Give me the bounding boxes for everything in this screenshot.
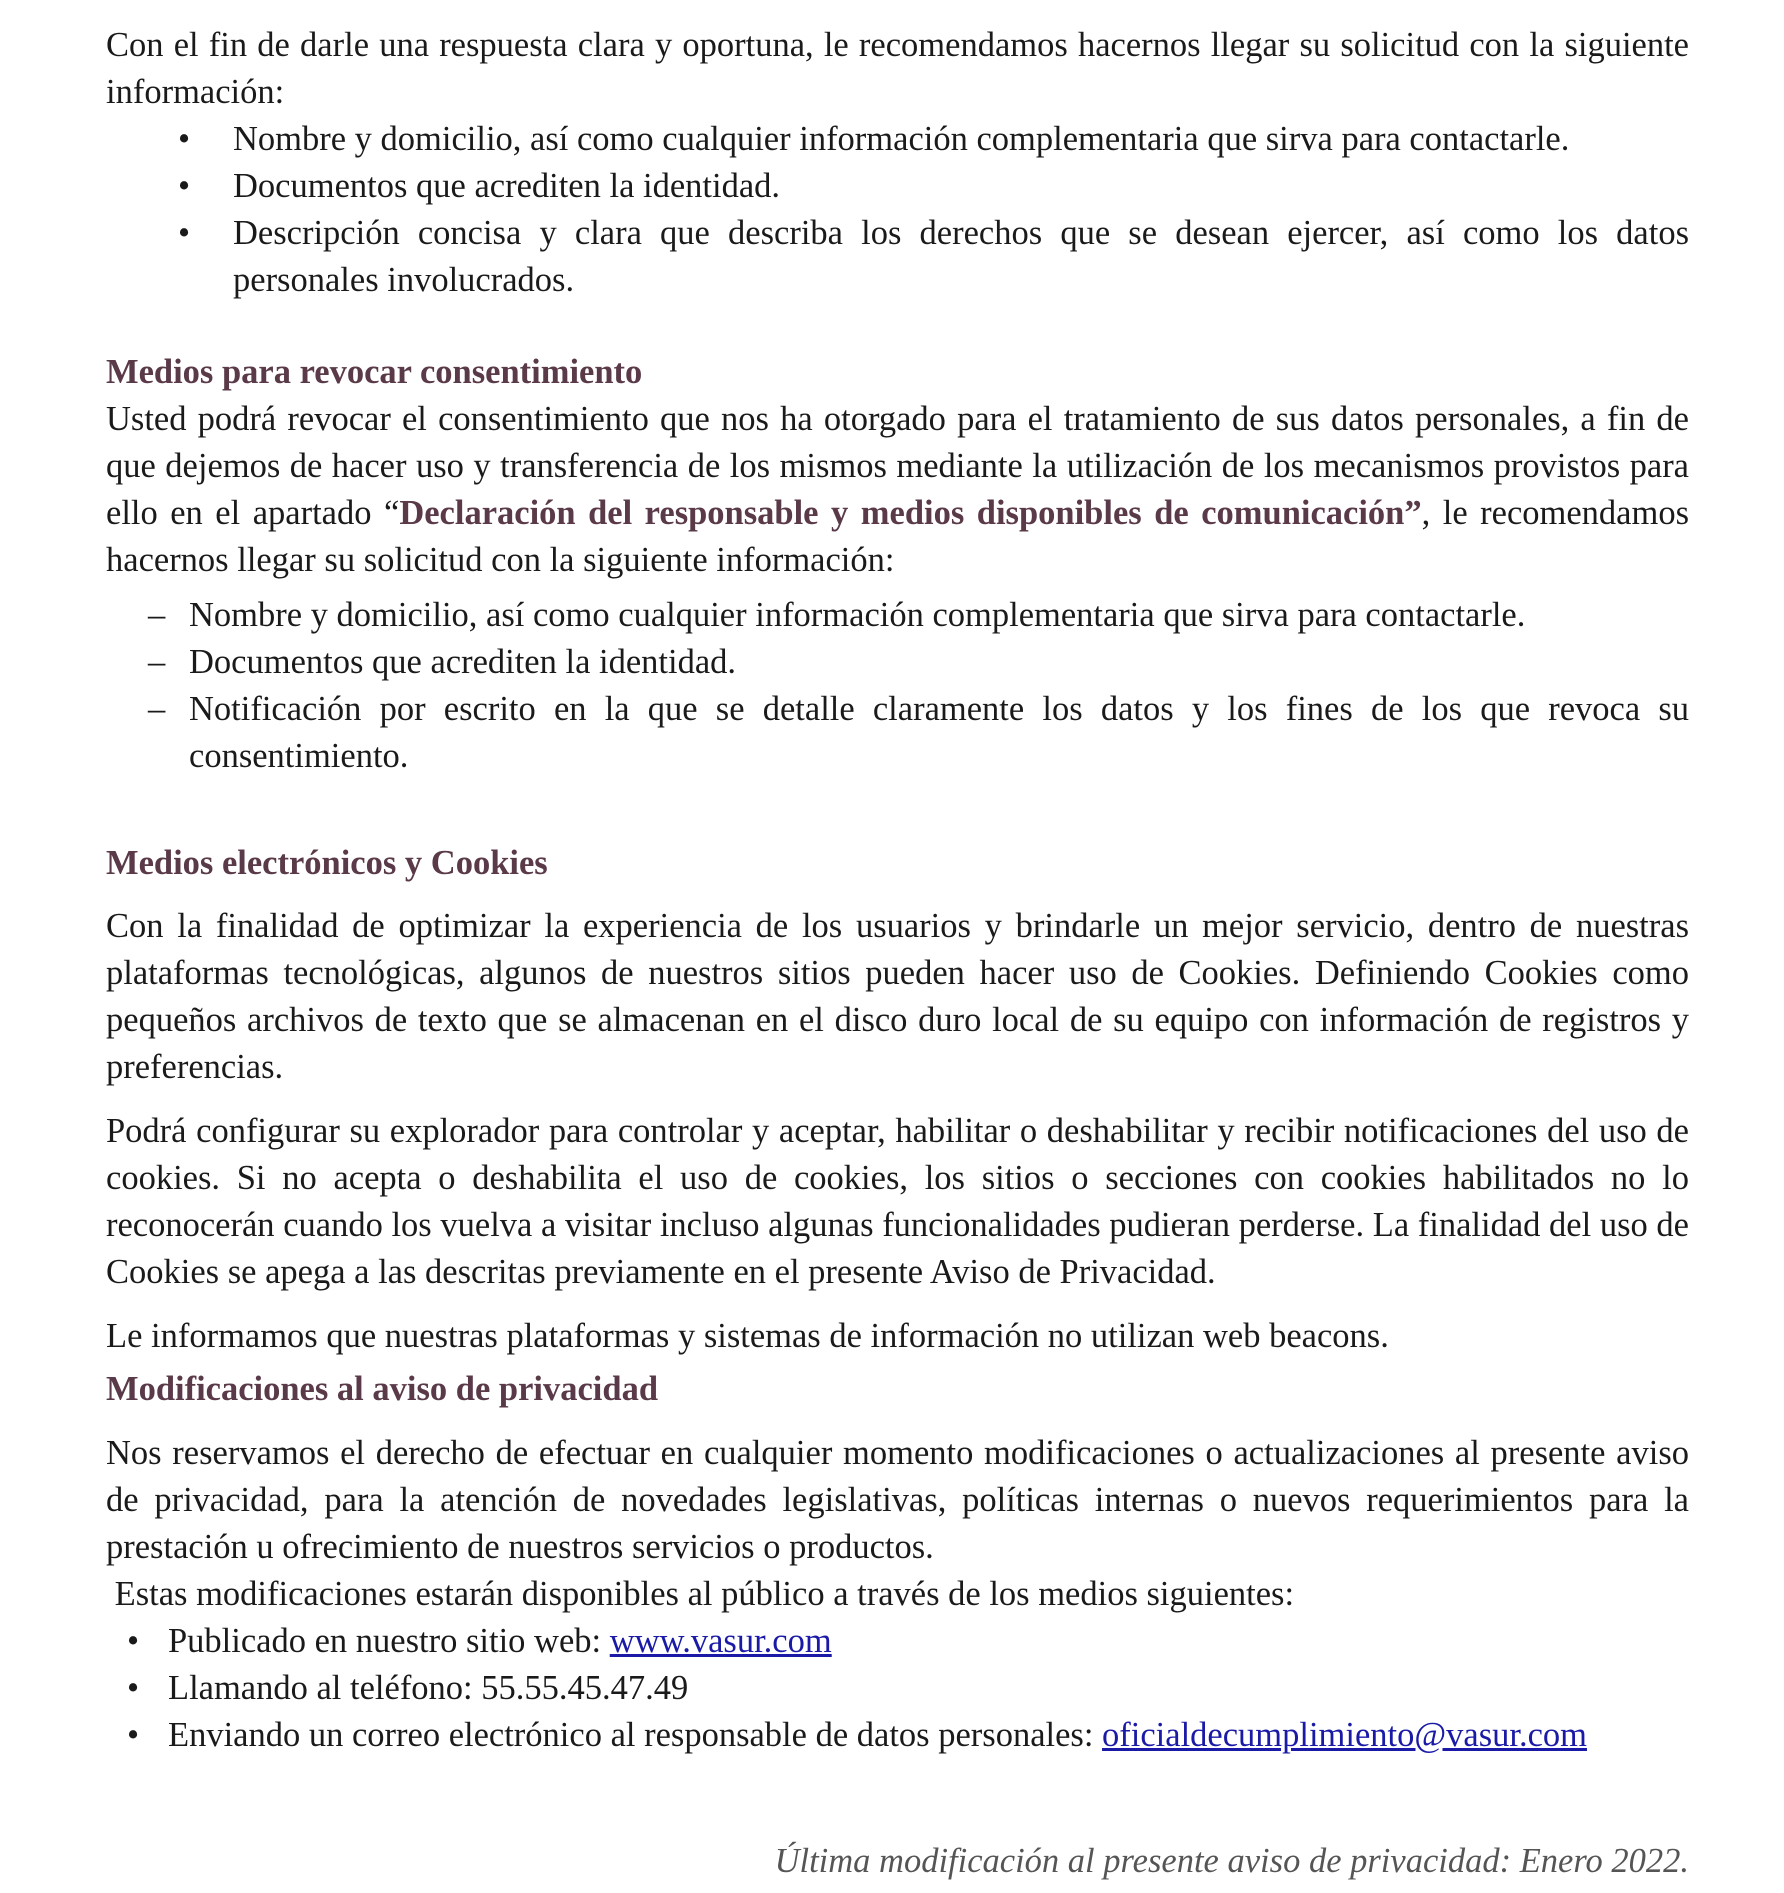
list-item-text: Nombre y domicilio, así como cualquier información complementaria que sirva para contactarle. [189,596,1526,634]
bullet-icon: • [178,167,191,205]
intro-paragraph: Con el fin de darle una respuesta clara y oportuna, le recomendamos hacernos llegar su solicitud con la siguiente información: [106,26,1689,111]
list-item [106,1665,1689,1712]
section-heading-revocar: Medios para revocar consentimiento [106,353,643,391]
list-item-text: Nombre y domicilio, así como cualquier información complementaria que sirva para contactarle. [233,120,1570,158]
bullet-icon: • [178,120,191,158]
list-item [106,1618,1689,1665]
list-item-text: Llamando al teléfono: 55.55.45.47.49 [168,1669,689,1707]
list-item-text: Documentos que acrediten la identidad. [233,167,781,205]
cookies-paragraph: Podrá configurar su explorador para controlar y aceptar, habilitar o deshabilitar y recibir notificaciones del uso de cookies. Si no acepta o deshabilita el uso de cookies, los sitios o secciones con cookies habilitados no lo reconocerán cuando los vuelva a visitar incluso algunas funcionalidades pudieran perderse. La finalidad del uso de Cookies se apega a las descritas previamente en el presente Aviso de Privacidad. [106,1112,1689,1291]
revocar-list [106,592,1689,780]
list-item [106,686,1689,780]
list-item [106,163,1689,210]
last-modified-note: Última modificación al presente aviso de privacidad: Enero 2022. [774,1842,1689,1880]
list-item-text: Enviando un correo electrónico al responsable de datos personales: [168,1716,1103,1754]
list-item [106,116,1689,163]
section-heading-modificaciones: Modificaciones al aviso de privacidad [106,1370,658,1408]
list-item-text: Documentos que acrediten la identidad. [189,643,737,681]
bullet-icon: • [127,1716,140,1754]
list-item [106,592,1689,639]
section-heading-cookies: Medios electrónicos y Cookies [106,844,548,882]
revocar-paragraph [106,396,1689,584]
modificaciones-paragraph: Nos reservamos el derecho de efectuar en cualquier momento modificaciones o actualizaciones al presente aviso de privacidad, para la atención de novedades legislativas, políticas internas o nuevos requerimientos para la prestación u ofrecimiento de nuestros servicios o productos. [106,1434,1689,1566]
bullet-icon: • [127,1669,140,1707]
revocar-text-strong: Declaración del responsable y medios disponibles de comunicación” [399,494,1422,532]
dash-icon: – [148,643,166,681]
bullet-icon: • [127,1622,140,1660]
list-item-text: Descripción concisa y clara que describa los derechos que se desean ejercer, así como los datos personales involucrados. [233,214,1689,299]
website-link[interactable]: www.vasur.com [609,1622,832,1660]
document-page [106,22,1689,1759]
modificaciones-list [106,1618,1689,1759]
list-item-text: Notificación por escrito en la que se detalle claramente los datos y los fines de los que revoca su consentimiento. [189,690,1689,775]
modificaciones-lead: Estas modificaciones estarán disponibles al público a través de los medios siguientes: [106,1575,1295,1613]
revocar-text-after: , le recomendamos hacernos llegar su solicitud con la siguiente información: [106,494,1689,579]
dash-icon: – [148,690,166,728]
bullet-icon: • [178,214,191,252]
email-link[interactable]: oficialdecumplimiento@vasur.com [1102,1716,1587,1754]
cookies-paragraph: Le informamos que nuestras plataformas y sistemas de información no utilizan web beacons. [106,1317,1389,1355]
intro-list [106,116,1689,304]
list-item [106,1712,1689,1759]
list-item [106,639,1689,686]
list-item-text: Publicado en nuestro sitio web: [168,1622,610,1660]
cookies-paragraph: Con la finalidad de optimizar la experiencia de los usuarios y brindarle un mejor servicio, dentro de nuestras plataformas tecnológicas, algunos de nuestros sitios pueden hacer uso de Cookies. Definiendo Cookies como pequeños archivos de texto que se almacenan en el disco duro local de su equipo con información de registros y preferencias. [106,907,1689,1086]
dash-icon: – [148,596,166,634]
list-item [106,210,1689,304]
revocar-text-before: Usted podrá revocar el consentimiento que nos ha otorgado para el tratamiento de sus datos personales, a fin de que dejemos de hacer uso y transferencia de los mismos mediante la utilización de los mecanismos provistos para ello en el apartado “ [106,400,1689,532]
